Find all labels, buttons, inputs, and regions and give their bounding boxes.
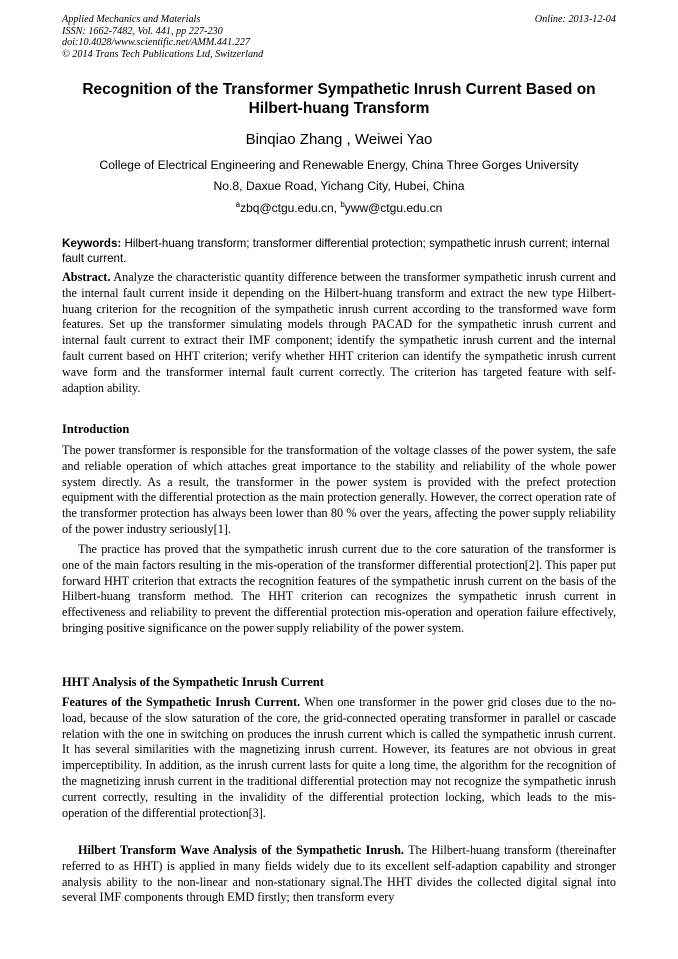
author-emails bbox=[62, 200, 616, 215]
paper-title: Recognition of the Transformer Sympathetic Inrush Current Based on Hilbert-huang Transform bbox=[82, 81, 596, 117]
keywords-text: Hilbert-huang transform; transformer differential protection; sympathetic inrush current; internal fault current. bbox=[62, 237, 610, 265]
hht-section-heading: HHT Analysis of the Sympathetic Inrush Current bbox=[62, 675, 324, 689]
issn-line: ISSN: 1662-7482, Vol. 441, pp 227-230 bbox=[62, 25, 223, 37]
journal-name: Applied Mechanics and Materials bbox=[62, 14, 201, 25]
hilbert-label: Hilbert Transform Wave Analysis of the Sympathetic Inrush. bbox=[78, 843, 404, 857]
email-sup-a: a bbox=[235, 200, 241, 209]
hilbert-paragraph bbox=[62, 843, 616, 906]
abstract-text: Analyze the characteristic quantity difference between the transformer sympathetic inrush current and the internal fault current inside it depending on the Hilbert-huang transform and extract the new type Hilbert-huang criterion for the recognition of the sympathetic inrush current according to the transformed wave form features. Set up the transformer simulating models through PACAD for the sympathetic inrush current and internal fault current to extract their IMF component; identify the sympathetic inrush current and the internal fault current based on HHT criterion; verify whether HHT criterion can identify the sympathetic inrush current wave form and the transformer internal fault current correctly. The criterion has targeted feature with self-adaption ability. bbox=[62, 270, 616, 395]
doi-line: doi:10.4028/www.scientific.net/AMM.441.227 bbox=[62, 37, 250, 49]
affiliation-line-1: College of Electrical Engineering and Renewable Energy, China Three Gorges University bbox=[99, 158, 579, 172]
introduction-heading: Introduction bbox=[62, 422, 130, 436]
copyright-line: © 2014 Trans Tech Publications Ltd, Switzerland bbox=[62, 48, 264, 60]
keywords-label: Keywords: bbox=[62, 237, 122, 250]
introduction-paragraph-1: The power transformer is responsible for the transformation of the voltage classes of the power system, the safe and reliable operation of which attaches great importance to the stability and reliability of the whole power system directly. As a result, the transformer in the power system is provided with the prefect protection equipment with the differential protection as the main protection generally. However, the correct operation rate of the transformer protection has always been lower than 80 % over the years, affecting the power supply reliability of the power industry seriously[1]. bbox=[62, 443, 616, 536]
authors: Binqiao Zhang , Weiwei Yao bbox=[245, 131, 433, 148]
journal-header bbox=[62, 14, 616, 60]
online-date: Online: 2013-12-04 bbox=[534, 14, 616, 25]
email-sup-b: b bbox=[340, 200, 345, 209]
email-a: zbq@ctgu.edu.cn, bbox=[240, 201, 341, 215]
email-b: yww@ctgu.edu.cn bbox=[344, 201, 443, 215]
features-text: When one transformer in the power grid closes due to the no-load, because of the slow saturation of the core, the grid-connected operating transformer in parallel or cascade relation with the one in switching on produces the inrush current which is called the sympathetic inrush current. It has several similarities with the magnetizing inrush current. However, its features are not obvious in great imperceptibility. In addition, as the inrush current lasts for quite a long time, the algorithm for the recognition of the magnetizing inrush current in the traditional differential protection may not recognize the sympathetic inrush current correctly, resulting in the invalidity of the differential protection locking, which leads to the mis-operation of the differential protection[3]. bbox=[62, 695, 616, 820]
hilbert-text: The Hilbert-huang transform (thereinafter referred to as HHT) is applied in many fields widely due to its excellent self-adaption capability and stronger analysis ability to the non-linear and non-stationary signal.The HHT divides the collected digital signal into several IMF components through EMD firstly; then transform every bbox=[62, 843, 617, 905]
features-paragraph bbox=[62, 695, 616, 821]
abstract-label: Abstract. bbox=[62, 270, 111, 284]
keywords bbox=[62, 236, 616, 266]
introduction-paragraph-2: The practice has proved that the sympathetic inrush current due to the core saturation of the transformer is one of the main factors resulting in the mis-operation of the transformer differential protection[2]. This paper put forward HHT criterion that extracts the recognition features of the sympathetic inrush current on the basis of the Hilbert-huang transform method. The HHT criterion can recognizes the sympathetic inrush current in effectiveness and reliability to prevent the differential protection mis-operation and operation failure effectively, bringing positive significance on the power supply reliability of the power system. bbox=[62, 542, 616, 635]
abstract bbox=[62, 270, 616, 396]
affiliation-line-2: No.8, Daxue Road, Yichang City, Hubei, China bbox=[213, 179, 465, 193]
features-label: Features of the Sympathetic Inrush Current. bbox=[62, 695, 301, 709]
